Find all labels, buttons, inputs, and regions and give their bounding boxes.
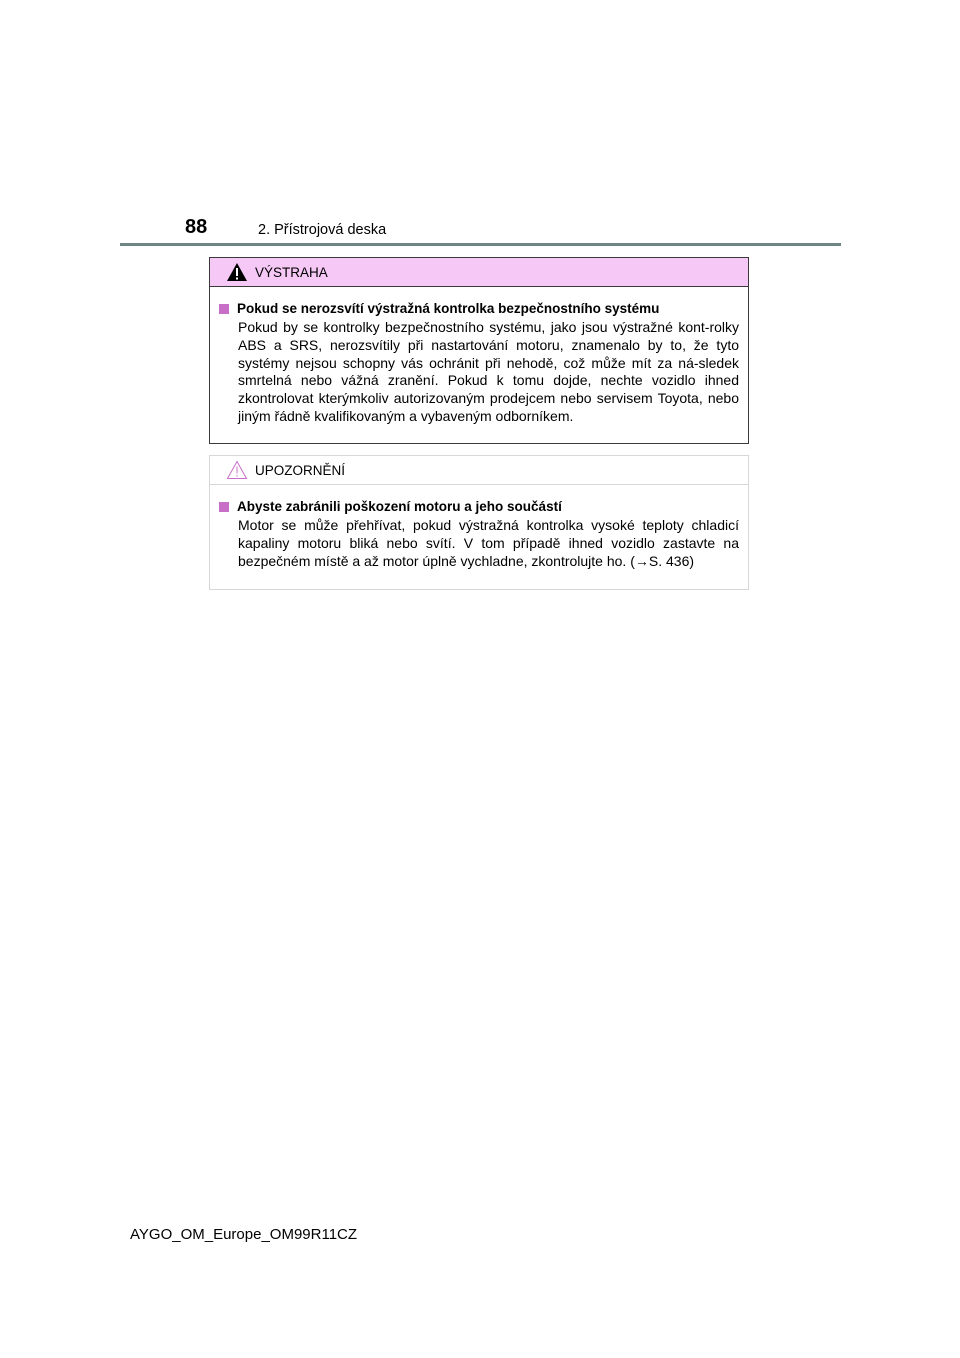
footer-doc-id: AYGO_OM_Europe_OM99R11CZ [130, 1226, 358, 1243]
chapter-title: 2. Přístrojová deska [258, 222, 387, 238]
caution-header [210, 456, 748, 485]
header-rule [120, 243, 841, 246]
caution-box [209, 455, 749, 590]
page-number: 88 [185, 216, 208, 238]
warning-paragraph: Pokud by se kontrolky bezpečnostního systému, jako jsou výstražné kont-rolky ABS a SRS, nerozsvítily při nastartování motoru, znamenalo by to, že tyto systémy nejsou schopny vás ochránit při nehodě, což může mít za ná-sledek smrtelná nebo vážná zranění. Pokud k tomu dojde, nechte vozidlo ihned zkontrolovat kterýmkoliv autorizovaným prodejcem nebo servisem Toyota, nebo jiným řádně kvalifikovaným a vybaveným odborníkem. [238, 319, 739, 424]
warning-header [210, 258, 748, 287]
caution-heading [219, 498, 739, 516]
caution-heading-text: Abyste zabránili poškození motoru a jeho součástí [237, 499, 562, 514]
warning-triangle-filled-icon [226, 262, 248, 282]
warning-heading-text: Pokud se nerozsvítí výstražná kontrolka bezpečnostního systému [237, 301, 660, 316]
warning-heading [219, 300, 739, 318]
warning-title: VÝSTRAHA [255, 265, 328, 280]
caution-triangle-outline-icon [226, 460, 248, 480]
square-bullet-icon [219, 502, 229, 512]
caution-title: UPOZORNĚNÍ [255, 463, 346, 478]
square-bullet-icon [219, 304, 229, 314]
caution-paragraph: Motor se může přehřívat, pokud výstražná kontrolka vysoké teploty chladicí kapaliny motoru bliká nebo svítí. V tom případě ihned vozidlo zastavte na bezpečném místě a až motor úplně vychladne, zkontrolujte ho. (→S. 436) [238, 517, 739, 569]
warning-box [209, 257, 749, 444]
